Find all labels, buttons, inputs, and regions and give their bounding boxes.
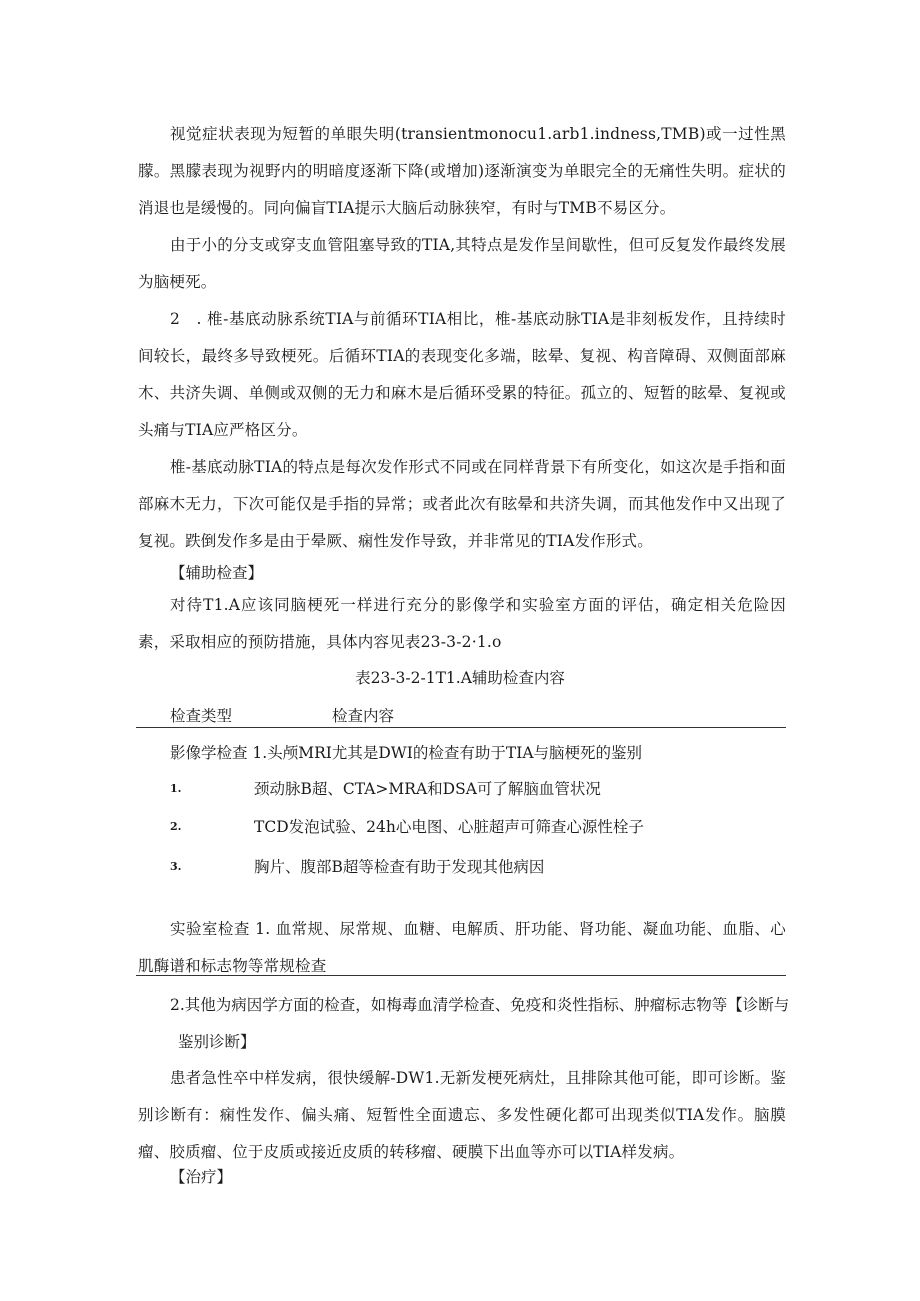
table-caption: 表23-3-2-1T1.A辅助检查内容 <box>355 669 565 687</box>
table-row-laboratory: 实验室检查 1. 血常规、尿常规、血糖、电解质、肝功能、肾功能、凝血功能、血脂、心肌酶谱和标志物等常规检查 <box>138 920 786 975</box>
table-header-type: 检查类型 <box>170 707 233 725</box>
paragraph-vertebrobasilar: 2 . 椎-基底动脉系统TIA与前循环TIA相比，椎-基底动脉TIA是非刻板发作，且持续时间较长，最终多导致梗死。后循环TIA的表现变化多端，眩晕、复视、构音障碍、双侧面部麻木、共济失调、单侧或双侧的无力和麻木是后循环受累的特征。孤立的、短暂的眩晕、复视或头痛与TIA应严格区分。 <box>138 310 786 439</box>
table-row-imaging: 影像学检查 1.头颅MRI尤其是DWI的检查有助于TIA与脑梗死的鉴别 <box>170 744 643 762</box>
table-item-text: 颈动脉B超、CTA>MRA和DSA可了解脑血管状况 <box>254 780 601 798</box>
diagnosis-heading-continuation: 鉴别诊断】 <box>178 1033 256 1051</box>
table-bottom-rule <box>136 975 786 976</box>
paragraph-vertebrobasilar-features: 椎-基底动脉TIA的特点是每次发作形式不同或在同样背景下有所变化，如这次是手指和面部麻木无力，下次可能仅是手指的异常；或者此次有眩晕和共济失调，而其他发作中又出现了复视。跌倒发作多是由于晕厥、痫性发作导致，并非常见的TIA发作形式。 <box>138 458 786 550</box>
paragraph-diagnosis: 患者急性卒中样发病，很快缓解-DW1.无新发梗死病灶，且排除其他可能，即可诊断。鉴别诊断有：痫性发作、偏头痛、短暂性全面遗忘、多发性硬化都可出现类似TIA发作。脑膜瘤、胶质瘤、位于皮质或接近皮质的转移瘤、硬膜下出血等亦可以TIA样发病。 <box>138 1069 786 1161</box>
table-item-text: 胸片、腹部B超等检查有助于发现其他病因 <box>254 858 545 876</box>
table-item-number: 2. <box>170 820 182 833</box>
table-item-number: 3. <box>170 860 182 873</box>
table-header-content: 检查内容 <box>332 707 395 725</box>
other-exam-line: 2.其他为病因学方面的检查，如梅毒血清学检查、免疫和炎性指标、肿瘤标志物等【诊断与 <box>170 996 790 1014</box>
paragraph-small-branch: 由于小的分支或穿支血管阻塞导致的TIA,其特点是发作呈间歇性，但可反复发作最终发展为脑梗死。 <box>138 236 786 291</box>
paragraph-aux-exam: 对待T1.A应该同脑梗死一样进行充分的影像学和实验室方面的评估，确定相关危险因素，采取相应的预防措施，具体内容见表23-3-2·1.o <box>138 596 786 651</box>
aux-exam-heading: 【辅助检查】 <box>170 564 264 582</box>
paragraph-visual-symptoms: 视觉症状表现为短暂的单眼失明(transientmonocu1.arb1.indness,TMB)或一过性黑朦。黑朦表现为视野内的明暗度逐渐下降(或增加)逐渐演变为单眼完全的无痛性失明。症状的消退也是缓慢的。同向偏盲TIA提示大脑后动脉狭窄，有时与TMB不易区分。 <box>138 125 786 217</box>
treatment-heading: 【治疗】 <box>170 1168 233 1186</box>
table-item-text: TCD发泡试验、24h心电图、心脏超声可筛查心源性栓子 <box>254 818 644 836</box>
table-header-rule <box>136 727 786 728</box>
table-item-number: 1. <box>170 782 182 795</box>
